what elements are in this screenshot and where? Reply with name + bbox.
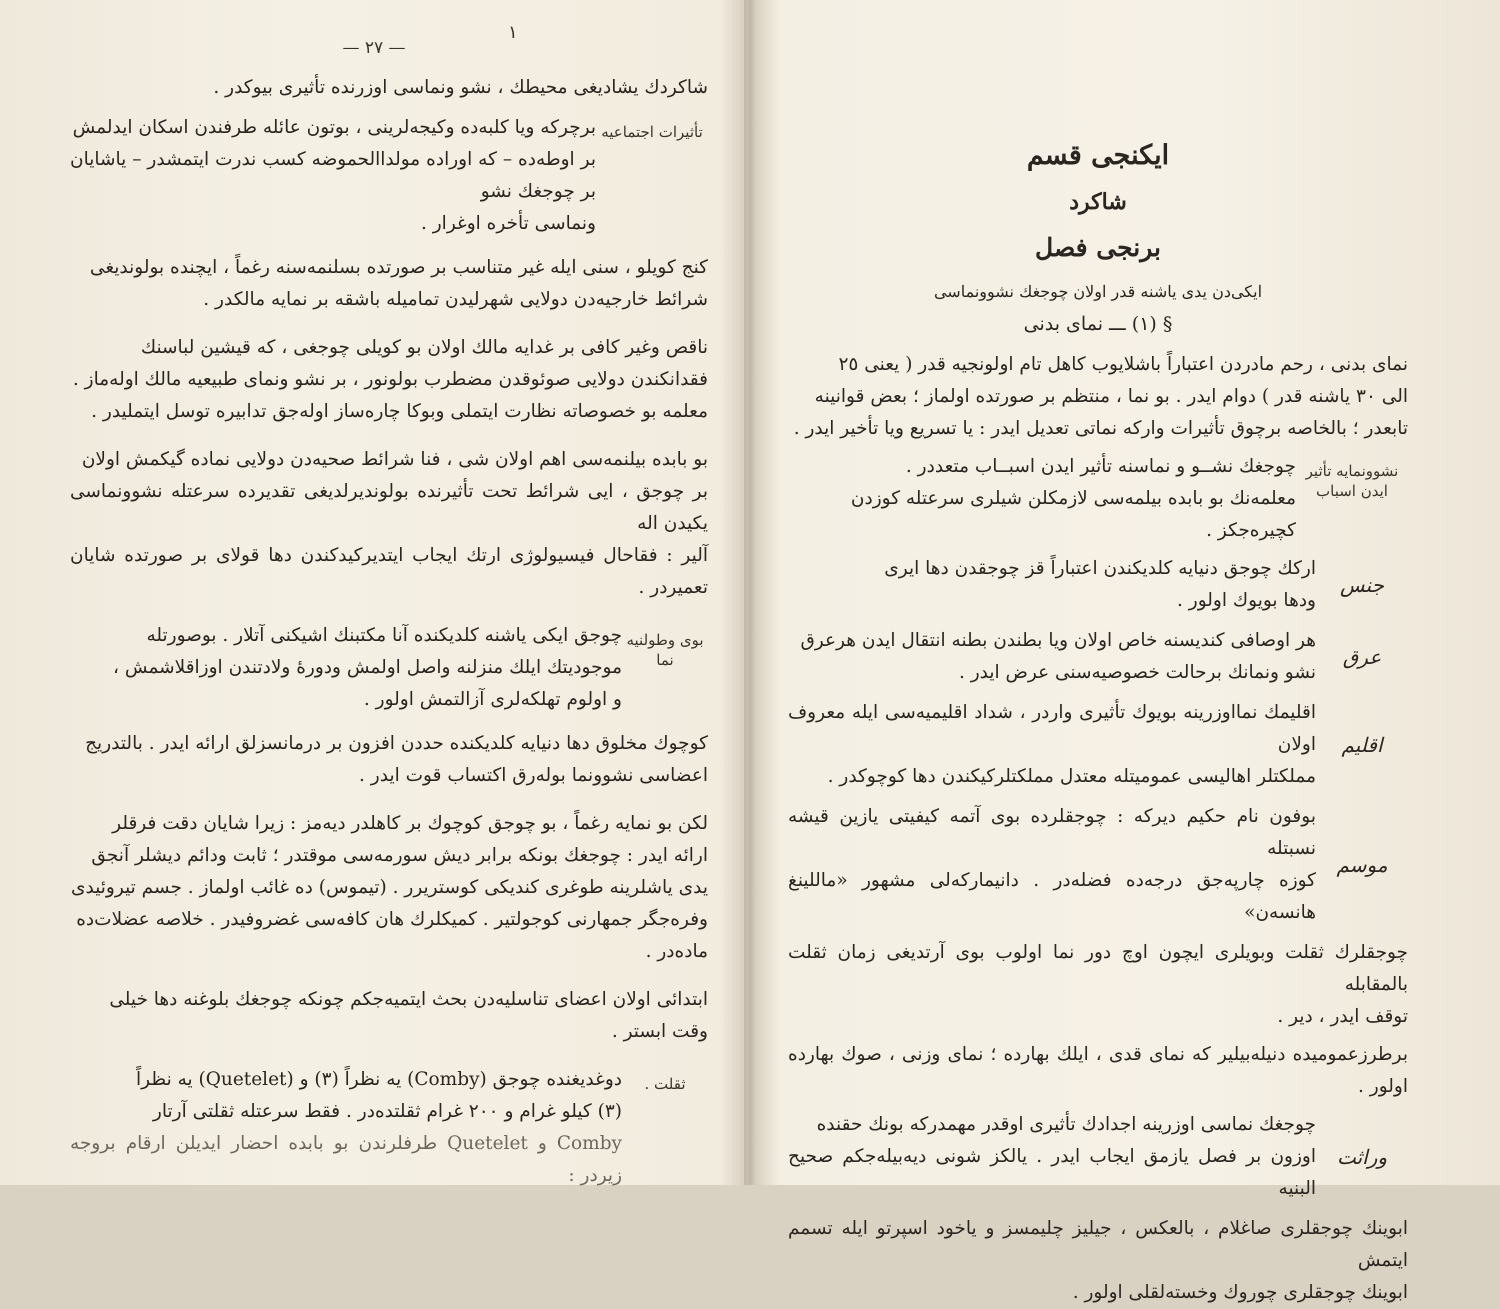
line: دوغديغنده چوجق (Comby) يه نظراً (٣) و (Quetelet) يه نظراً (136, 1069, 622, 1090)
paragraph-6-text (70, 620, 622, 716)
line: بو بابده بيلنمه‌سى اهم اولان شى ، فنا شرائط صحيه‌دن دولايى نماده گيكمش اولان (81, 449, 708, 470)
paragraph-10-text (70, 1064, 622, 1192)
paragraph-heredity-cont (788, 1213, 1408, 1309)
line: كنج كويلو ، سنى ايله غير متناسب بر صورتده بسلنمه‌سنه رغماً ، ايچنده بولونديغى (89, 257, 708, 278)
entry-climate (788, 697, 1408, 793)
line: وقت ابستر . (611, 1021, 708, 1042)
line: الى ٣٠ ياشنه قدر ) دوام ايدر . بو نما ، منتظم بر صورتده اولماز ؛ بعض قوانينه (814, 386, 1408, 407)
entry-season (788, 801, 1408, 929)
line: ناقص وغير كافى بر غدايه مالك اولان بو كويلى چوجغى ، كه قيشين لباسنك (140, 337, 708, 358)
paragraph-1: شاكردك يشاديغى محيطك ، نشو ونماسى اوزرنده تأثيرى بيوكدر . (213, 77, 708, 98)
paragraph-4 (70, 332, 708, 428)
line: ماده‌در . (645, 941, 708, 962)
page-number-text: — ٢٧ — (342, 38, 406, 58)
entry-definition (788, 801, 1316, 929)
margin-note-causes: نشوونمايه تأثير ايدن اسباب (1305, 462, 1399, 500)
line: معلمه بو خصوصاته نظارت ايتملى وبوكا چاره‌ساز اوله‌جق تدابيره توسل ايتمليدر . (91, 401, 708, 422)
paragraph-9 (70, 984, 708, 1048)
section-title: شاكرد (1069, 189, 1127, 215)
line: اركك چوجق دنيايه كلديكندن اعتباراً قز چوجقدن دها ايرى (884, 558, 1316, 579)
entry-definition (788, 697, 1316, 793)
margin-note-growth: بوى وطولنيه نما (626, 631, 704, 669)
line: معلمه‌نك بو بابده بيلمه‌سى لازمكلن شيلرى سرعتله كوزدن (850, 488, 1296, 509)
line: اعضاسى نشوونما بوله‌رق اكتساب قوت ايدر . (359, 765, 708, 786)
entry-definition (788, 1109, 1316, 1205)
margin-note-social: تأثيرات اجتماعيه (601, 123, 703, 141)
paragraph-2-text (70, 112, 596, 240)
line: بوفون نام حكيم ديركه : چوجقلرده بوى آتمه كيفيتى يازين قيشه نسبتله (788, 806, 1316, 859)
paragraph-causes (788, 451, 1408, 547)
entry-race (788, 625, 1408, 689)
paragraph-general: برطرزعموميده دنيله‌بيلير كه نماى قدى ، ايلك بهارده ؛ نماى وزنى ، صوك بهارده اولور . (788, 1044, 1408, 1097)
line: كوزه چارپه‌جق درجه‌ده فضله‌در . دانيماركه‌لى مشهور «ماللينغ هانسه‌ن» (788, 870, 1316, 923)
section-heading: § (١) ـــ نماى بدنى (1023, 313, 1173, 335)
line: Comby و Quetelet طرفلرندن بو بابده احضار ايديلن ارقام بروجه زيردر : (70, 1133, 622, 1186)
line: كچيره‌جكز . (1206, 520, 1296, 541)
entry-heredity (788, 1109, 1408, 1205)
line: ابتدائى اولان اعضاى تناسليه‌دن بحث ايتميه‌جكم چونكه چوجغك بلوغنه دها خيلى (109, 989, 708, 1010)
line: كوچوك مخلوق دها دنيايه كلديكنده حددن افزون بر درمانسزلق ارائه ايدر . بالتدريج (85, 733, 708, 754)
right-page (752, 0, 1500, 1303)
part-heading: ايكنجى قسم (1026, 140, 1170, 171)
page-number (0, 22, 748, 58)
paragraph-season-cont (788, 937, 1408, 1033)
line: اوزون بر فصل يازمق ايجاب ايدر . يالكز شونى ديه‌بيله‌جكم صحيح البنيه (788, 1146, 1316, 1199)
entry-term: جنس (1340, 573, 1384, 597)
line: هر اوصافى كنديسنه خاص اولان ويا بطندن بطنه انتقال ايدن هرعرق (800, 630, 1316, 651)
chapter-heading: برنجى فصل (1035, 233, 1161, 262)
line: نشو ونمانك برحالت خصوصيه‌سنى عرض ايدر . (958, 662, 1316, 683)
line: چوجغك نماسى اوزرينه اجدادك تأثيرى اوقدر مهمدركه بونك حقنده (816, 1114, 1316, 1135)
line: چوجغك نشــو و نماسنه تأثير ايدن اسبــاب متعددر . (905, 456, 1296, 477)
paragraph-3 (70, 252, 708, 316)
line: ارائه ايدر : چوجغك بونكه برابر ديش سورمه‌سى موقتدر ؛ ثابت ودائم ديشلر آنجق (91, 845, 708, 866)
line: وفره‌جگر جمهارنى كوجولتير . كميكلرك هان كافه‌سى غضروفيدر . خلاصه عضلات‌ده (76, 909, 708, 930)
line: ودها بويوك اولور . (1177, 590, 1316, 611)
paragraph-8 (70, 808, 708, 968)
line: يدى ياشلرينه طوغرى كنديكى كوستريرر . (تيموس) ده غائب اولماز . جسم تيروئيدى (71, 877, 708, 898)
paragraph-5 (70, 444, 708, 604)
paragraph-2 (70, 112, 708, 240)
line: ابوينك چوجقلرى صاغلام ، بالعكس ، جيليز چليمسز و ياخود اسپرتو ايله تسمم ايتمش (788, 1218, 1408, 1271)
line: تابعدر ؛ بالخاصه برچوق تأثيرات واركه نماتى تعديل ايدر : يا تسريع ويا تأخير ايدر . (793, 418, 1408, 439)
entry-definition (788, 625, 1316, 689)
line: چوجق ايكى ياشنه كلديكنده آنا مكتبنك اشيكنى آتلار . بوصورتله (146, 625, 622, 646)
paragraph-7 (70, 728, 708, 792)
left-page (0, 0, 748, 1185)
line: آلير : فقاحال فيسيولوژى ارتك ايجاب ايتديركيدكندن دها قولاى بر صورتده شايان تعميردر . (70, 545, 708, 598)
line: اقليمك نمااوزرينه بويوك تأثيرى واردر ، شداد اقليميه‌سى ايله معروف اولان (788, 702, 1316, 755)
line: توقف ايدر ، دير . (1277, 1006, 1408, 1027)
line: ونماسى تأخره اوغرار . (420, 213, 596, 234)
entry-term: عرق (1342, 645, 1382, 669)
gutter-shadow (744, 0, 747, 1185)
entry-term: موسم (1336, 853, 1388, 877)
paragraph-10 (70, 1064, 708, 1192)
paragraph-physical-growth (788, 349, 1408, 445)
line: مملكتلر اهاليسى عموميتله معتدل مملكتلركيكندن دها كوچوكدر . (827, 766, 1316, 787)
line: چوجقلرك ثقلت وبويلرى ايچون اوچ دور نما اولوب بوى آرتديغى زمان ثقلت بالمقابله (788, 942, 1408, 995)
line: (٣) كيلو غرام و ٢٠٠ غرام ثقلتده‌در . فقط سرعتله ثقلتى آرتار (152, 1101, 622, 1122)
line: بر اوطه‌ده – كه اوراده مولداالحموضه كسب ندرت ايتمشدر – ياشايان بر چوجغك نشو (70, 149, 596, 202)
entry-definition (788, 553, 1316, 617)
chapter-subtitle: ايكى‌دن يدى ياشنه قدر اولان چوجغك نشوونماسى (933, 282, 1263, 301)
line: فقدانكندن دولايى صوئوقدن مضطرب بولونور ، بر نشو ونماى طبيعيه مالك اوله‌ماز . (72, 369, 708, 390)
margin-note-weight: ثقلت . (644, 1075, 686, 1093)
line: نماى بدنى ، رحم مادردن اعتباراً باشلايوب كاهل تام اولونجيه قدر ( يعنى ٢٥ (838, 354, 1408, 375)
line: موجوديتك ايلك منزلنه واصل اولمش ودورهٔ ولادتندن اوزاقلاشمش ، (113, 657, 622, 678)
entry-term: اقليم (1341, 733, 1383, 757)
paragraph-causes-text (788, 451, 1296, 547)
paragraph-6 (70, 620, 708, 716)
line: لكن بو نمايه رغماً ، بو چوجق كوچوك بر كاهلدر ديه‌مز : زيرا شايان دقت فرقلر (112, 813, 708, 834)
line: ابوينك چوجقلرى چوروك وخسته‌لقلى اولور . (1072, 1282, 1408, 1303)
entry-sex (788, 553, 1408, 617)
line: بر چوجق ، ايى شرائط تحت تأثيرنده بولونديرلديغى تقديرده سرعتله نشوونماسى يكيدن اله (70, 481, 708, 534)
line: و اولوم تهلكه‌لرى آزالتمش اولور . (363, 689, 622, 710)
top-mark: ۱ (508, 22, 518, 43)
line: شرائط خارجيه‌دن دولايى شهرليدن تماميله باشقه بر نمايه مالكدر . (203, 289, 708, 310)
entry-term: وراثت (1336, 1145, 1388, 1169)
line: برچركه ويا كلبه‌ده وكيجه‌لرينى ، بوتون عائله طرفندن اسكان ايدلمش (72, 117, 596, 138)
